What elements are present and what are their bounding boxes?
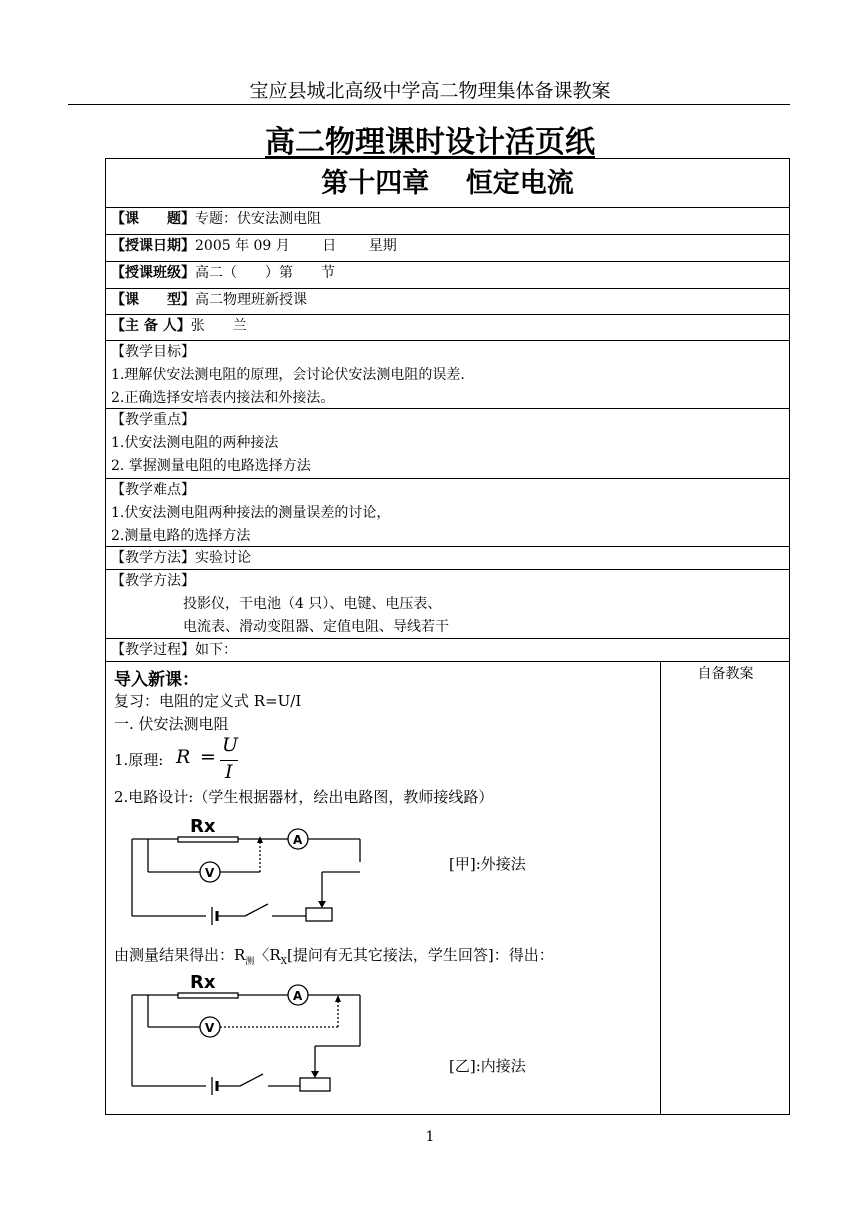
row-type bbox=[105, 289, 790, 315]
type-label: 【课 型】 bbox=[111, 292, 195, 308]
page-title: 高二物理课时设计活页纸 bbox=[265, 125, 595, 160]
result-sub-x: X bbox=[280, 957, 288, 967]
review-text: 复习：电阻的定义式 R=U/I bbox=[114, 692, 302, 710]
goals-heading: 【教学目标】 bbox=[111, 344, 195, 360]
author-label: 【主 备 人】 bbox=[111, 318, 191, 334]
class-value: 高二（ ）第 节 bbox=[195, 265, 335, 281]
topic-label: 【课 题】 bbox=[111, 211, 195, 227]
row-author bbox=[105, 315, 790, 341]
resistor-label: Rx bbox=[190, 972, 216, 993]
result-suffix: [提问有无其它接法，学生回答]：得出： bbox=[287, 946, 554, 964]
goals-line: 2.正确选择安培表内接法和外接法。 bbox=[111, 390, 335, 406]
tools-heading: 【教学方法】 bbox=[111, 573, 195, 589]
formula-numerator: U bbox=[222, 734, 239, 756]
design-text: 2.电路设计:（学生根据器材，绘出电路图，教师接线路） bbox=[114, 788, 494, 806]
key-points-line: 1.伏安法测电阻的两种接法 bbox=[111, 435, 279, 451]
topic-value: 专题：伏安法测电阻 bbox=[195, 211, 321, 227]
chapter-title: 第十四章 恒定电流 bbox=[105, 159, 790, 208]
resistor-symbol bbox=[178, 837, 238, 842]
row-difficulties bbox=[105, 479, 790, 547]
author-value: 张 兰 bbox=[190, 318, 247, 334]
notes-column-label: 自备教案 bbox=[697, 666, 754, 682]
row-goals bbox=[105, 341, 790, 409]
row-key-points bbox=[105, 409, 790, 479]
row-topic bbox=[105, 208, 790, 235]
circuit-diagram-external bbox=[120, 810, 370, 930]
method-text: 【教学方法】实验讨论 bbox=[111, 550, 251, 566]
notes-column-divider bbox=[660, 662, 661, 1114]
header-divider bbox=[68, 104, 790, 105]
school-header: 宝应县城北高级中学高二物理集体备课教案 bbox=[249, 80, 611, 102]
ammeter-label: A bbox=[293, 989, 303, 1003]
formula-lhs: R bbox=[176, 746, 191, 768]
difficulties-line: 1.伏安法测电阻两种接法的测量误差的讨论， bbox=[111, 505, 391, 521]
goals-line: 1.理解伏安法测电阻的原理，会讨论伏安法测电阻的误差. bbox=[111, 367, 465, 383]
circuit-external-caption: [甲]:外接法 bbox=[449, 855, 526, 873]
section-heading: 一. 伏安法测电阻 bbox=[114, 715, 229, 733]
key-points-line: 2. 掌握测量电阻的电路选择方法 bbox=[111, 458, 311, 474]
voltmeter-label: V bbox=[205, 866, 215, 880]
circuit-diagram-internal bbox=[120, 966, 370, 1096]
resistor-label: Rx bbox=[190, 816, 216, 837]
result-sub-measured: 测 bbox=[245, 957, 255, 967]
key-points-heading: 【教学重点】 bbox=[111, 412, 195, 428]
type-value: 高二物理班新授课 bbox=[195, 292, 307, 308]
class-label: 【授课班级】 bbox=[111, 265, 195, 281]
tools-line: 投影仪，干电池（4 只）、电键、电压表、 bbox=[183, 596, 442, 612]
principle-label: 1.原理: bbox=[114, 751, 164, 769]
row-class bbox=[105, 262, 790, 289]
voltmeter-label: V bbox=[205, 1021, 215, 1035]
row-process bbox=[105, 639, 790, 662]
formula-denominator: I bbox=[225, 761, 233, 783]
resistor-symbol bbox=[178, 993, 238, 998]
row-tools bbox=[105, 570, 790, 639]
formula-equals: = bbox=[200, 746, 216, 768]
date-label: 【授课日期】 bbox=[111, 238, 195, 254]
difficulties-heading: 【教学难点】 bbox=[111, 482, 195, 498]
tools-line: 电流表、滑动变阻器、定值电阻、导线若干 bbox=[183, 619, 449, 635]
result-text bbox=[114, 944, 554, 967]
process-text: 【教学过程】如下： bbox=[111, 642, 237, 658]
row-method bbox=[105, 547, 790, 570]
page-number: 1 bbox=[425, 1129, 435, 1145]
difficulties-line: 2.测量电路的选择方法 bbox=[111, 528, 251, 544]
ammeter-label: A bbox=[293, 833, 303, 847]
row-date bbox=[105, 235, 790, 262]
date-value: 2005 年 09 月 日 星期 bbox=[195, 238, 397, 254]
result-prefix: 由测量结果得出：R bbox=[114, 946, 246, 964]
circuit-internal-caption: [乙]:内接法 bbox=[449, 1057, 526, 1075]
intro-heading: 导入新课： bbox=[114, 670, 199, 690]
result-mid: 〈R bbox=[254, 946, 281, 964]
